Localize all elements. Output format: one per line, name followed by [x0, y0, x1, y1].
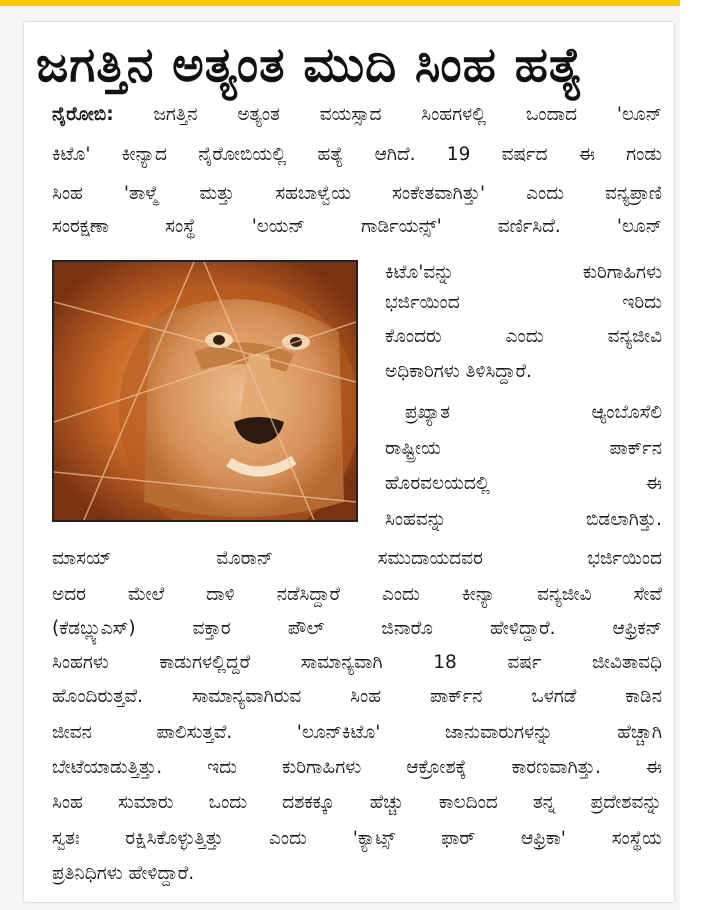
article-line: ಸಿಂಹಗಳು ಕಾಡುಗಳಲ್ಲಿದ್ದರೆ ಸಾಮಾನ್ಯವಾಗಿ 18 ವರ್ಷ ಜೀವಿತಾವಧಿ [52, 652, 662, 673]
lion-photo [52, 260, 358, 522]
article-line: ಅಧಿಕಾರಿಗಳು ತಿಳಿಸಿದ್ದಾರೆ. [385, 361, 532, 382]
dateline: ನೈರೋಬಿ: [52, 104, 114, 125]
article-line: ಸಂರಕ್ಷಣಾ ಸಂಸ್ಥೆ 'ಲಯನ್ ಗಾರ್ಡಿಯನ್ಸ್' ವರ್ಣಿಸಿದೆ. 'ಲೂನ್ [52, 216, 662, 237]
article-line: (ಕೆಡಬ್ಲ್ಯುಎಸ್) ವಕ್ತಾರ ಪೌಲ್ ಜಿನಾರೊ ಹೇಳಿದ್ದಾರೆ. ಆಫ್ರಿಕನ್ [52, 618, 662, 639]
article-line: ಕಿಟೊ' ಕೀನ್ಯಾದ ನೈರೋಬಿಯಲ್ಲಿ ಹತ್ಯೆ ಆಗಿದೆ. 19 ವರ್ಷದ ಈ ಗಂಡು [52, 144, 662, 165]
article-line: ಸಿಂಹ 'ತಾಳ್ಮೆ ಮತ್ತು ಸಹಬಾಳ್ವೆಯ ಸಂಕೇತವಾಗಿತ್ತು' ಎಂದು ವನ್ಯಪ್ರಾಣಿ [52, 183, 662, 204]
article-line: ಹೊಂದಿರುತ್ತವೆ. ಸಾಮಾನ್ಯವಾಗಿರುವ ಸಿಂಹ ಪಾರ್ಕ್‌ನ ಒಳಗಡೆ ಕಾಡಿನ [52, 686, 662, 707]
right-margin [680, 0, 720, 910]
article-line: ಸ್ವತಃ ರಕ್ಷಿಸಿಕೊಳ್ಳುತ್ತಿತ್ತು ಎಂದು 'ಕ್ಯಾಟ್ಸ್ ಫಾರ್ ಆಫ್ರಿಕಾ' ಸಂಸ್ಥೆಯ [52, 828, 662, 849]
article-line: ಕಿಟೊ'ವನ್ನು ಕುರಿಗಾಹಿಗಳು [385, 262, 662, 283]
article-line: ಸಿಂಹ ಸುಮಾರು ಒಂದು ದಶಕಕ್ಕೂ ಹೆಚ್ಚು ಕಾಲದಿಂದ ತನ್ನ ಪ್ರದೇಶವನ್ನು [52, 792, 662, 813]
article-line [52, 100, 662, 130]
article-line: ಜೀವನ ಪಾಲಿಸುತ್ತವೆ. 'ಲೂನ್‌ಕಿಟೊ' ಜಾನುವಾರುಗಳನ್ನು ಹೆಚ್ಚಾಗಿ [52, 722, 662, 743]
headline: ಜಗತ್ತಿನ ಅತ್ಯಂತ ಮುದಿ ಸಿಂಹ ಹತ್ಯೆ [36, 37, 584, 93]
article-line: ಮಾಸಯ್ ಮೊರಾನ್ ಸಮುದಾಯದವರ ಭರ್ಜಿಯಿಂದ [52, 548, 662, 569]
article-line: ಪ್ರಖ್ಯಾತ ಆ್ಯಂಬೊಸೆಲಿ [405, 402, 662, 423]
article-line: ಹೊರವಲಯದಲ್ಲಿ ಈ [385, 473, 662, 494]
article-line: ರಾಷ್ಟ್ರೀಯ ಪಾರ್ಕ್‌ನ [385, 438, 662, 459]
article-line: ಪ್ರತಿನಿಧಿಗಳು ಹೇಳಿದ್ದಾರೆ. [52, 863, 195, 884]
article-line: ಬೇಟೆಯಾಡುತ್ತಿತ್ತು. ಇದು ಕುರಿಗಾಹಿಗಳು ಆಕ್ರೋಶಕ್ಕೆ ಕಾರಣವಾಗಿತ್ತು. ಈ [52, 757, 662, 778]
article-line: ಭರ್ಜಿಯಿಂದ ಇರಿದು [385, 292, 662, 313]
article-line: ಸಿಂಹವನ್ನು ಬಿಡಲಾಗಿತ್ತು. [385, 509, 662, 530]
top-accent-bar [0, 0, 720, 6]
article-line-text: ಜಗತ್ತಿನ ಅತ್ಯಂತ ವಯಸ್ಸಾದ ಸಿಂಹಗಳಲ್ಲಿ ಒಂದಾದ 'ಲೂನ್ [153, 104, 662, 125]
article-line: ಅದರ ಮೇಲೆ ದಾಳಿ ನಡೆಸಿದ್ದಾರೆ ಎಂದು ಕೀನ್ಯಾ ವನ್ಯಜೀವಿ ಸೇವೆ [52, 584, 662, 605]
lion-face-icon [54, 262, 356, 520]
article-line: ಕೊಂದರು ಎಂದು ವನ್ಯಜೀವಿ [385, 326, 662, 347]
